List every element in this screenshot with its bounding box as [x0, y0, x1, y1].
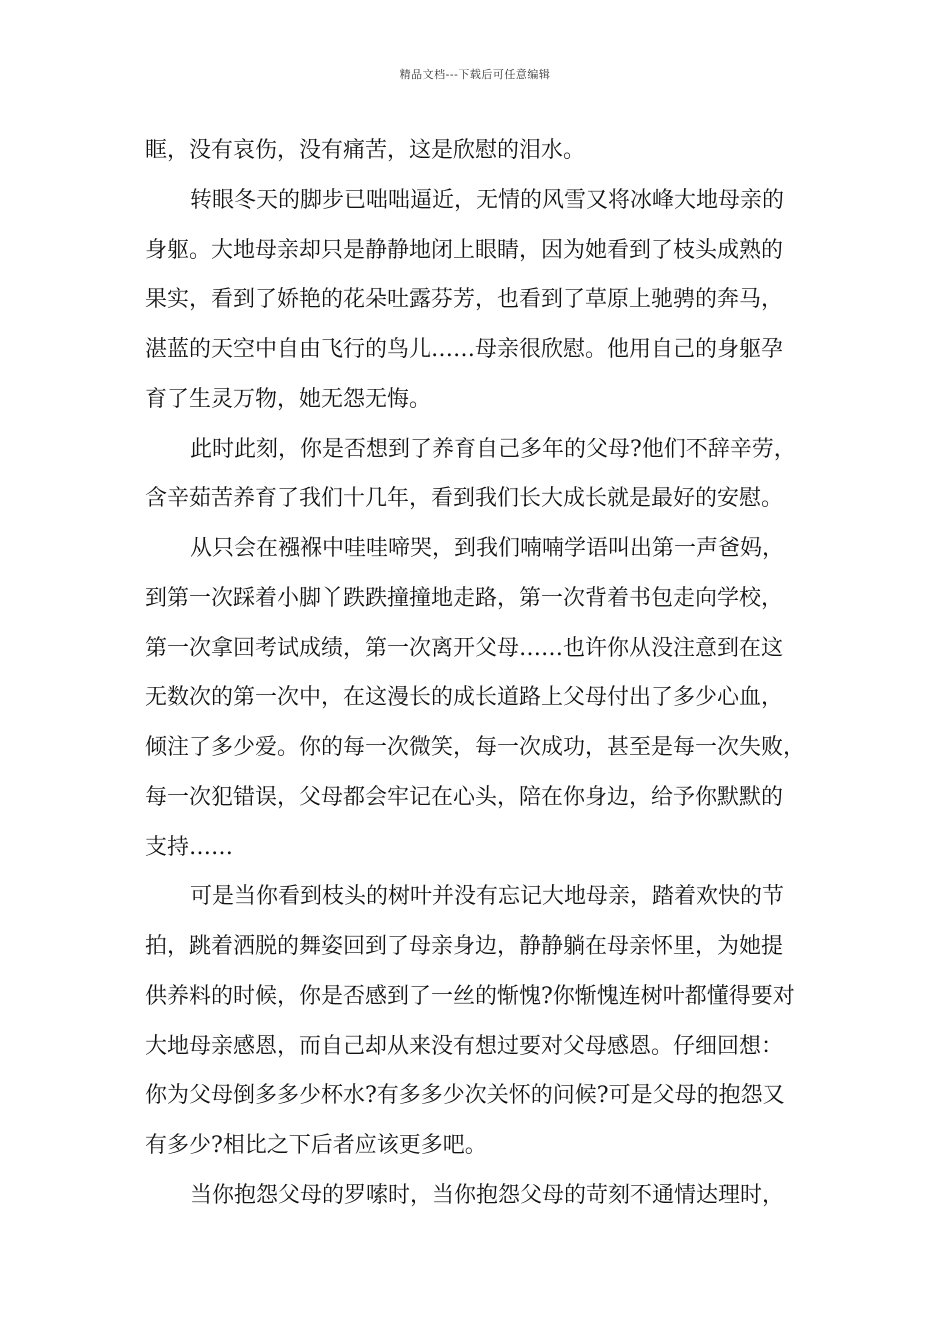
text-line: 育了生灵万物，她无怨无悔。	[145, 387, 432, 412]
text-line: 支持……	[145, 835, 234, 860]
text-line: 含辛茹苦养育了我们十几年，看到我们长大成长就是最好的安慰。	[145, 486, 784, 511]
text-line: 拍，跳着洒脱的舞姿回到了母亲身边，静静躺在母亲怀里，为她提	[145, 934, 784, 959]
text-line: 此时此刻，你是否想到了养育自己多年的父母?他们不辞辛劳，	[190, 437, 796, 462]
page-header: 精品文档---下载后可任意编辑	[399, 68, 551, 81]
text-line: 身躯。大地母亲却只是静静地闭上眼睛，因为她看到了枝头成熟的	[145, 238, 784, 263]
text-line: 到第一次踩着小脚丫跌跌撞撞地走路，第一次背着书包走向学校，	[145, 586, 784, 611]
text-line: 大地母亲感恩，而自己却从来没有想过要对父母感恩。仔细回想：	[145, 1034, 784, 1059]
text-line: 眶，没有哀伤，没有痛苦，这是欣慰的泪水。	[145, 138, 586, 163]
text-line: 你为父母倒多多少杯水?有多多少次关怀的问候?可是父母的抱怨又	[145, 1083, 785, 1108]
text-line: 倾注了多少爱。你的每一次微笑，每一次成功，甚至是每一次失败，	[145, 735, 806, 760]
text-line: 有多少?相比之下后者应该更多吧。	[145, 1133, 487, 1158]
text-line: 可是当你看到枝头的树叶并没有忘记大地母亲，踏着欢快的节	[190, 884, 785, 909]
text-line: 转眼冬天的脚步已咄咄逼近，无情的风雪又将冰峰大地母亲的	[190, 188, 785, 213]
text-line: 无数次的第一次中，在这漫长的成长道路上父母付出了多少心血，	[145, 685, 784, 710]
text-line: 果实，看到了娇艳的花朵吐露芬芳，也看到了草原上驰骋的奔马，	[145, 287, 784, 312]
text-line: 湛蓝的天空中自由飞行的鸟儿……母亲很欣慰。他用自己的身躯孕	[145, 337, 784, 362]
text-line: 每一次犯错误，父母都会牢记在心头，陪在你身边，给予你默默的	[145, 785, 784, 810]
text-line: 供养料的时候，你是否感到了一丝的惭愧?你惭愧连树叶都懂得要对	[145, 984, 795, 1009]
text-line: 第一次拿回考试成绩，第一次离开父母……也许你从没注意到在这	[145, 636, 784, 661]
text-line: 从只会在襁褓中哇哇啼哭，到我们喃喃学语叫出第一声爸妈，	[190, 536, 785, 561]
text-line: 当你抱怨父母的罗嗦时，当你抱怨父母的苛刻不通情达理时，	[190, 1183, 785, 1208]
